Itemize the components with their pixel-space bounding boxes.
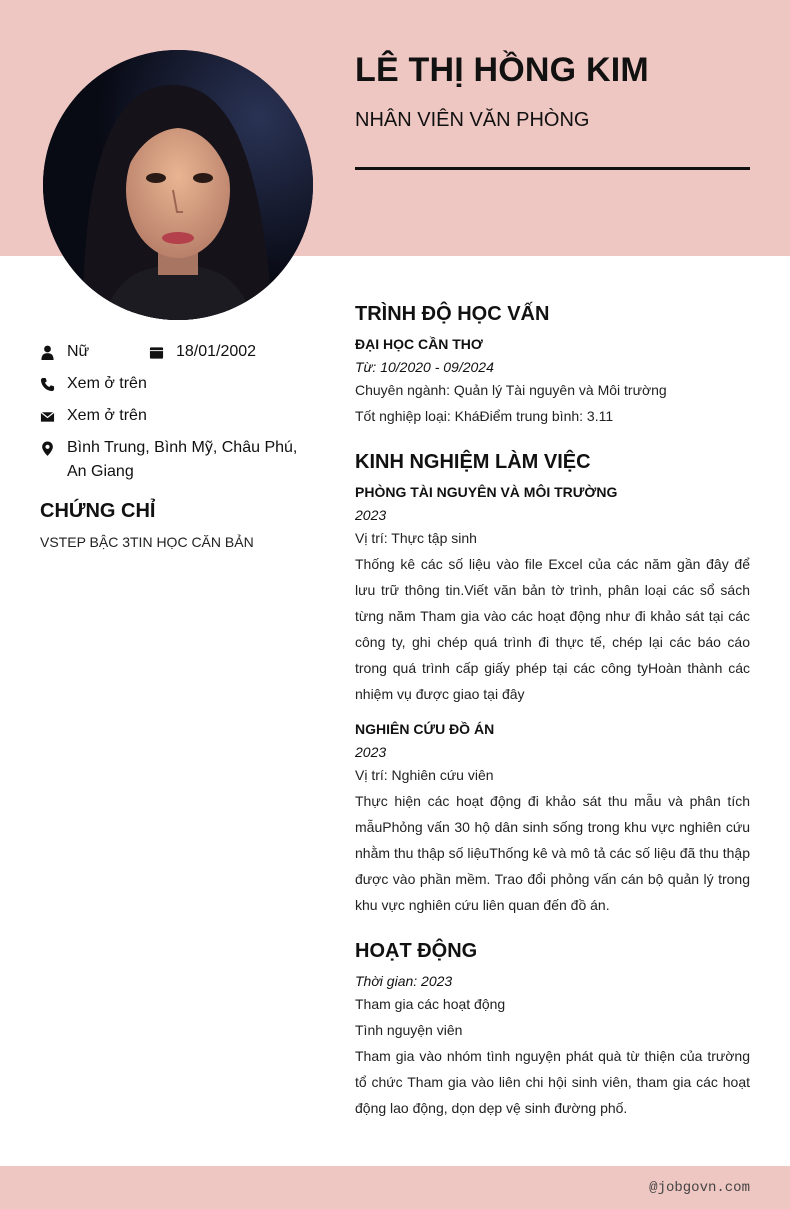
email-value: Xem ở trên [67,407,147,424]
education-period: Từ: 10/2020 - 09/2024 [355,359,494,375]
calendar-icon [149,340,164,364]
user-icon [40,340,55,364]
experience-description: Thực hiện các hoạt động đi khảo sát thu mẫu và phân tích mẫuPhỏng vấn 30 hộ dân sinh sống trong khu vực nghiên cứu nhằm thu thập số liệuThống kê và mô tả các số liệu đã thu thập được vào phần mềm. Trao đổi phỏng vấn cán bộ quản lý trong khu vực nghiên cứu liên quan đến đồ án. [355,793,750,913]
experience-org: NGHIÊN CỨU ĐỒ ÁN [355,721,495,737]
address-value: Bình Trung, Bình Mỹ, Châu Phú, An Giang [67,439,298,480]
education-major: Chuyên ngành: Quản lý Tài nguyên và Môi trường [355,382,667,398]
experience-description: Thống kê các số liệu vào file Excel của các năm gần đây để lưu trữ thông tin.Viết văn bản tờ trình, phân loại các sổ sách từng năm Tham gia vào các hoạt động như đi khảo sát tại các công ty, ghi chép quá trình đi thực tế, chép lại các báo cáo trong quá trình cấp giấy phép tại các công tyHoàn thành các nhiệm vụ được giao tại đây [355,556,750,702]
experience-position: Vị trí: Nghiên cứu viên [355,767,494,783]
education-grade: Tốt nghiệp loại: KháĐiểm trung bình: 3.11 [355,408,614,424]
education-school: ĐẠI HỌC CẦN THƠ [355,336,483,352]
gender-dob-row [40,340,320,364]
job-title: NHÂN VIÊN VĂN PHÒNG [355,109,590,131]
main-column [355,303,750,1121]
experience-item [355,482,750,707]
experience-year: 2023 [355,744,387,760]
location-pin-icon [40,436,55,460]
title-divider [355,167,750,170]
dob-value: 18/01/2002 [176,343,257,360]
avatar [43,50,313,320]
education-heading: TRÌNH ĐỘ HỌC VẤN [355,303,550,325]
experience-heading: KINH NGHIỆM LÀM VIỆC [355,451,591,473]
phone-icon [40,372,55,396]
personal-info-column [40,340,320,550]
experience-item [355,719,750,918]
phone-row [40,372,320,396]
activities-description: Tham gia vào nhóm tình nguyện phát quà từ thiện của trường tổ chức Tham gia vào liên chi hội sinh viên, tham gia các hoạt động lao động, dọn dẹp vệ sinh đường phố. [355,1048,750,1116]
certificates-text: VSTEP BẬC 3TIN HỌC CĂN BẢN [40,534,254,550]
footer-watermark: @jobgovn.com [649,1180,750,1196]
experience-position: Vị trí: Thực tập sinh [355,530,477,546]
phone-value: Xem ở trên [67,375,147,392]
activities-heading: HOẠT ĐỘNG [355,940,478,962]
activities-role: Tình nguyện viên [355,1022,463,1038]
experience-year: 2023 [355,507,387,523]
candidate-name: LÊ THỊ HỒNG KIM [355,51,649,89]
gender-value: Nữ [67,343,90,360]
email-row [40,404,320,428]
address-row [40,436,320,484]
experience-org: PHÒNG TÀI NGUYÊN VÀ MÔI TRƯỜNG [355,484,618,500]
activities-period: Thời gian: 2023 [355,973,453,989]
certificates-heading: CHỨNG CHỈ [40,500,156,522]
mail-icon [40,404,55,428]
activities-name: Tham gia các hoạt động [355,996,506,1012]
